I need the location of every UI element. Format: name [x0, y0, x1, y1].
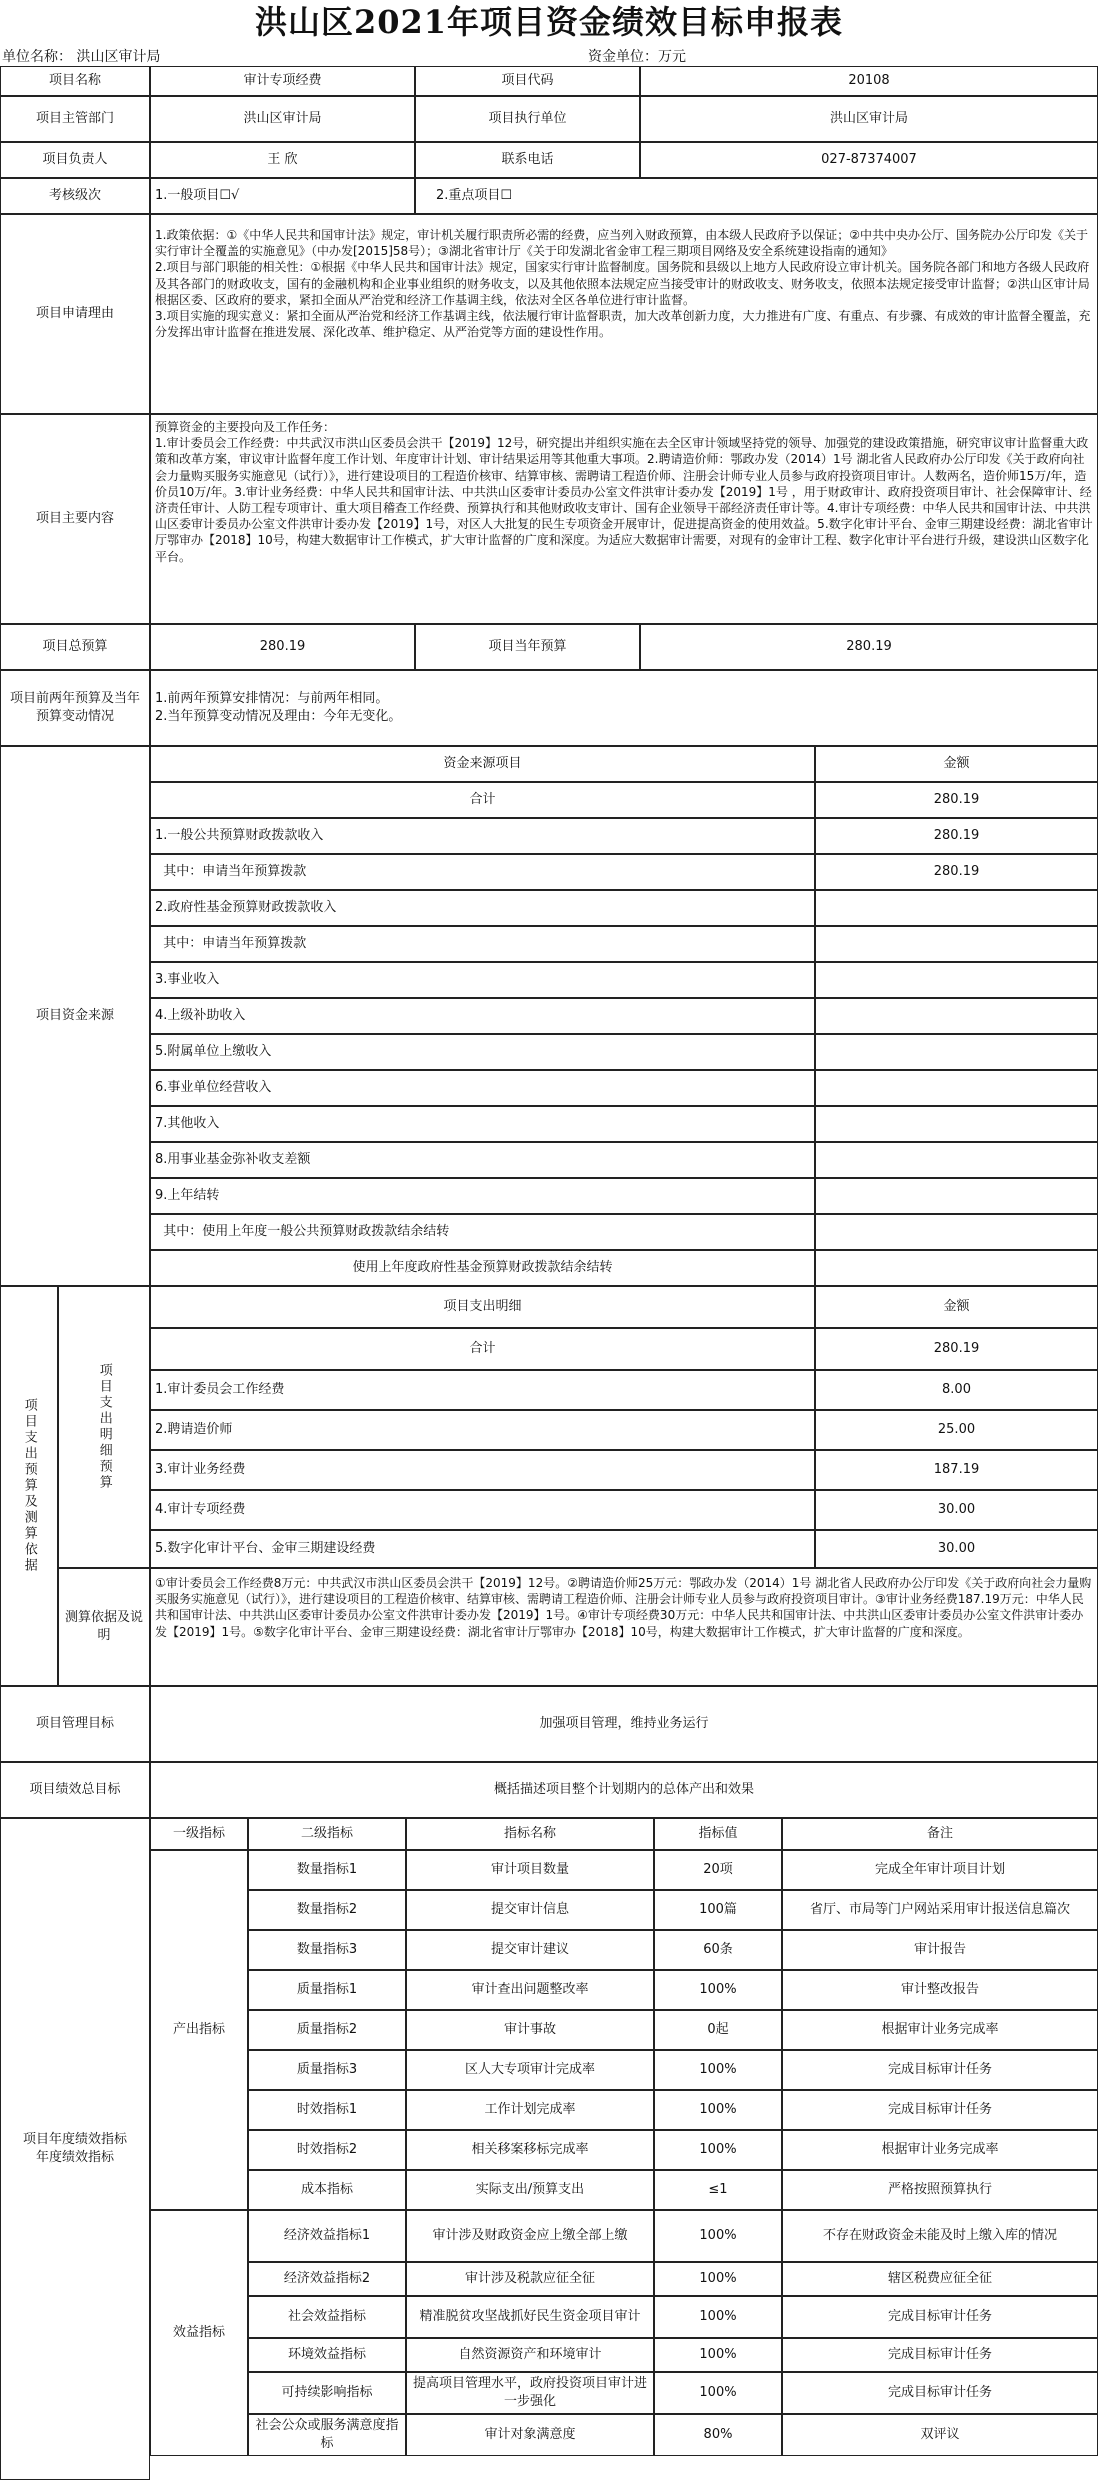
- funding-row-name: 合计: [150, 782, 815, 818]
- funding-row-amount: [815, 890, 1098, 926]
- year-budget: 280.19: [640, 624, 1098, 670]
- indicator-name: 提高项目管理水平，政府投资项目审计进一步强化: [406, 2372, 654, 2414]
- indicator-level2: 数量指标2: [248, 1890, 406, 1930]
- indicator-level2: 数量指标3: [248, 1930, 406, 1970]
- funding-row-name: 9.上年结转: [150, 1178, 815, 1214]
- indicator-value: 100篇: [654, 1890, 782, 1930]
- funding-row-amount: [815, 1070, 1098, 1106]
- indicator-note: 完成全年审计项目计划: [782, 1850, 1098, 1890]
- mgmt-label: 项目管理目标: [0, 1686, 150, 1762]
- funding-col-source: 资金来源项目: [150, 746, 815, 782]
- indicator-name: 审计查出问题整改率: [406, 1970, 654, 2010]
- basis-text: ①审计委员会工作经费8万元：中共武汉市洪山区委员会洪干【2019】12号。②聘请造价师25万元：鄂政办发（2014）1号 湖北省人民政府办公厅印发《关于政府向社会力量购买服务实施意见（试行）》，进行建设项目的工程造价核审、结算审核、需聘请工程造价师、注册会计师专业人员参与政府投资项目审计。③审计业务经费187.19万元：中华人民共和国审计法、中共洪山区委审计委员办公室文件洪审计委办发【2019】1号。④审计专项经费30万元：中华人民共和国审计法、中共洪山区委审计委员办公室文件洪审计委办发【2019】1号。⑤数字化审计平台、金审三期建设经费：湖北省审计厅鄂审办【2018】10号，构建大数据审计工作模式，扩大审计监督的广度和深度。: [150, 1568, 1098, 1686]
- indicator-name: 审计项目数量: [406, 1850, 654, 1890]
- indicator-header: 备注: [782, 1818, 1098, 1850]
- indicator-value: 100%: [654, 2090, 782, 2130]
- indicator-note: 审计报告: [782, 1930, 1098, 1970]
- expense-row-name: 4.审计专项经费: [150, 1490, 815, 1530]
- mgmt-text: 加强项目管理，维持业务运行: [150, 1686, 1098, 1762]
- funding-row-amount: [815, 1214, 1098, 1250]
- indicator-note: 根据审计业务完成率: [782, 2130, 1098, 2170]
- funding-col-amount: 金额: [815, 746, 1098, 782]
- indicator-group-benefit: 效益指标: [150, 2210, 248, 2456]
- expense-row-amount: 8.00: [815, 1370, 1098, 1410]
- indicator-note: 完成目标审计任务: [782, 2296, 1098, 2338]
- indicator-name: 审计涉及税款应征全征: [406, 2262, 654, 2296]
- indicator-level2: 经济效益指标1: [248, 2210, 406, 2262]
- funding-row-amount: [815, 1106, 1098, 1142]
- indicator-note: 根据审计业务完成率: [782, 2010, 1098, 2050]
- phone-value: 027-87374007: [640, 142, 1098, 178]
- indicator-group-output: 产出指标: [150, 1850, 248, 2210]
- perf-text: 概括描述项目整个计划期内的总体产出和效果: [150, 1762, 1098, 1818]
- funding-row-amount: [815, 1178, 1098, 1214]
- funding-row-name: 其中：申请当年预算拨款: [150, 854, 815, 890]
- expense-row-amount: 30.00: [815, 1530, 1098, 1568]
- funding-row-name: 4.上级补助收入: [150, 998, 815, 1034]
- total-budget-label: 项目总预算: [0, 624, 150, 670]
- expense-row-amount: 30.00: [815, 1490, 1098, 1530]
- funding-label: 项目资金来源: [0, 746, 150, 1286]
- funding-row-amount: [815, 1142, 1098, 1178]
- change-text: 1.前两年预算安排情况：与前两年相同。 2.当年预算变动情况及理由：今年无变化。: [150, 670, 1098, 746]
- expense-row-name: 5.数字化审计平台、金审三期建设经费: [150, 1530, 815, 1568]
- funding-row-name: 1.一般公共预算财政拨款收入: [150, 818, 815, 854]
- funding-row-amount: 280.19: [815, 818, 1098, 854]
- indicator-level2: 经济效益指标2: [248, 2262, 406, 2296]
- indicator-name: 审计涉及财政资金应上缴全部上缴: [406, 2210, 654, 2262]
- perf-label: 项目绩效总目标: [0, 1762, 150, 1818]
- indicator-value: ≤1: [654, 2170, 782, 2210]
- indicator-name: 精准脱贫攻坚战抓好民生资金项目审计: [406, 2296, 654, 2338]
- indicator-value: 100%: [654, 2338, 782, 2372]
- funding-row-name: 7.其他收入: [150, 1106, 815, 1142]
- funding-row-amount: 280.19: [815, 854, 1098, 890]
- expense-row-name: 2.聘请造价师: [150, 1410, 815, 1450]
- total-budget: 280.19: [150, 624, 415, 670]
- unit-row: [0, 44, 1098, 66]
- indicator-name: 工作计划完成率: [406, 2090, 654, 2130]
- funding-row-name: 2.政府性基金预算财政拨款收入: [150, 890, 815, 926]
- indicator-value: 80%: [654, 2414, 782, 2456]
- project-code-label: 项目代码: [415, 66, 640, 96]
- indicator-note: 不存在财政资金未能及时上缴入库的情况: [782, 2210, 1098, 2262]
- indicator-name: 区人大专项审计完成率: [406, 2050, 654, 2090]
- indicator-level2: 可持续影响指标: [248, 2372, 406, 2414]
- content-text: 预算资金的主要投向及工作任务： 1.审计委员会工作经费：中共武汉市洪山区委员会洪干【2019】12号，研究提出并组织实施在去全区审计领域坚持党的领导、加强党的建设政策措施，研究审议审计监督重大政策和改革方案，审议审计监督年度工作计划、年度审计计划、审计结果运用等其他重大事项。2.聘请造价师：鄂政办发（2014）1号 湖北省人民政府办公厅印发《关于政府向社会力量购买服务实施意见（试行）》，进行建设项目的工程造价核审、结算审核、需聘请工程造价师、注册会计师专业人员参与政府投资项目审计。人数两名，造价师15万/年，造价员10万/年。3.审计业务经费：中华人民共和国审计法、中共洪山区委审计委员办公室文件洪审计委办发【2019】1号 ，用于财政审计、政府投资项目审计、社会保障审计、经济责任审计、人防工程专项审计、重大项目稽查工作经费、预算执行和其他财政收支审计、国有企业领导干部经济责任审计等。4.审计专项经费：中华人民共和国审计法、中共洪山区委审计委员办公室文件洪审计委办发【2019】1号，对区人大批复的民生专项资金开展审计，促进提高资金的使用效益。5.数字化审计平台、金审三期建设经费：湖北省审计厅鄂审办【2018】10号，构建大数据审计工作模式，扩大审计监督的广度和深度。为适应大数据审计需要，对现有的金审计工程、数字化审计平台进行升级，建设洪山区数字化平台。: [150, 414, 1098, 624]
- indicator-note: 辖区税费应征全征: [782, 2262, 1098, 2296]
- expense-outer-label: 项目支出预算及测算依据: [0, 1286, 58, 1686]
- indicator-level2: 成本指标: [248, 2170, 406, 2210]
- funding-row-name: 8.用事业基金弥补收支差额: [150, 1142, 815, 1178]
- funding-row-amount: [815, 926, 1098, 962]
- indicator-name: 审计事故: [406, 2010, 654, 2050]
- leader-label: 项目负责人: [0, 142, 150, 178]
- indicator-value: 20项: [654, 1850, 782, 1890]
- indicator-value: 100%: [654, 2296, 782, 2338]
- indicator-header: 指标名称: [406, 1818, 654, 1850]
- indicator-note: 完成目标审计任务: [782, 2372, 1098, 2414]
- indicator-level2: 社会效益指标: [248, 2296, 406, 2338]
- indicator-value: 0起: [654, 2010, 782, 2050]
- funding-row-amount: [815, 1250, 1098, 1286]
- basis-label: 测算依据及说明: [58, 1568, 150, 1686]
- indicator-value: 100%: [654, 2262, 782, 2296]
- expense-row-amount: 25.00: [815, 1410, 1098, 1450]
- content-label: 项目主要内容: [0, 414, 150, 624]
- indicator-note: 严格按照预算执行: [782, 2170, 1098, 2210]
- funding-row-name: 6.事业单位经营收入: [150, 1070, 815, 1106]
- indicator-name: 相关移案移标完成率: [406, 2130, 654, 2170]
- funding-row-amount: [815, 962, 1098, 998]
- expense-row-amount: 187.19: [815, 1450, 1098, 1490]
- indicator-value: 100%: [654, 1970, 782, 2010]
- indicator-header: 指标值: [654, 1818, 782, 1850]
- project-name: 审计专项经费: [150, 66, 415, 96]
- indicator-note: 完成目标审计任务: [782, 2338, 1098, 2372]
- level-general-checkbox[interactable]: 1.一般项目☐√: [150, 178, 415, 214]
- indicator-note: 完成目标审计任务: [782, 2090, 1098, 2130]
- indicator-level2: 质量指标1: [248, 1970, 406, 2010]
- indicator-level2: 质量指标3: [248, 2050, 406, 2090]
- indicator-level2: 时效指标2: [248, 2130, 406, 2170]
- funding-row-name: 其中：申请当年预算拨款: [150, 926, 815, 962]
- indicator-level2: 数量指标1: [248, 1850, 406, 1890]
- expense-row-name: 合计: [150, 1328, 815, 1370]
- change-label: 项目前两年预算及当年预算变动情况: [0, 670, 150, 746]
- indicator-value: 60条: [654, 1930, 782, 1970]
- indicator-note: 审计整改报告: [782, 1970, 1098, 2010]
- indicator-note: 双评议: [782, 2414, 1098, 2456]
- year-budget-label: 项目当年预算: [415, 624, 640, 670]
- indicator-header: 二级指标: [248, 1818, 406, 1850]
- indicator-name: 提交审计信息: [406, 1890, 654, 1930]
- leader-value: 王 欣: [150, 142, 415, 178]
- funding-row-amount: [815, 1034, 1098, 1070]
- indicator-level2: 环境效益指标: [248, 2338, 406, 2372]
- unit-name: 单位名称： 洪山区审计局: [2, 49, 161, 65]
- page-title: 洪山区2021年项目资金绩效目标申报表: [254, 3, 844, 41]
- funding-row-amount: [815, 998, 1098, 1034]
- funding-row-name: 5.附属单位上缴收入: [150, 1034, 815, 1070]
- reason-text: 1.政策依据：①《中华人民共和国审计法》规定，审计机关履行职责所必需的经费，应当列入财政预算，由本级人民政府予以保证；②中共中央办公厅、国务院办公厅印发《关于实行审计全覆盖的实施意见》（中办发[2015]58号）；③湖北省审计厅《关于印发湖北省金审工程三期项目网络及安全系统建设指南的通知》 2.项目与部门职能的相关性：①根据《中华人民共和国审计法》规定，国家实行审计监督制度。国务院和县级以上地方人民政府设立审计机关。国务院各部门和地方各级人民政府及其各部门的财政收支，国有的金融机构和企业事业组织的财务收支，以及其他依照本法规定应当接受审计的财政收支、财务收支，依照本法规定接受审计监督；②洪山区审计局根据区委、区政府的要求，紧扣全面从严治党和经济工作基调主线，依法对全区各单位进行审计监督。 3.项目实施的现实意义：紧扣全面从严治党和经济工作基调主线，依法履行审计监督职责，加大改革创新力度，大力推进有广度、有重点、有步骤、有成效的审计监督全覆盖，充分发挥出审计监督在推进发展、深化改革、维护稳定、从严治党等方面的建设性作用。: [150, 214, 1098, 414]
- expense-row-name: 3.审计业务经费: [150, 1450, 815, 1490]
- expense-row-amount: 280.19: [815, 1328, 1098, 1370]
- money-unit: 资金单位：万元: [588, 49, 686, 65]
- funding-row-name: 使用上年度政府性基金预算财政拨款结余结转: [150, 1250, 815, 1286]
- funding-row-name: 其中：使用上年度一般公共预算财政拨款结余结转: [150, 1214, 815, 1250]
- project-name-label: 项目名称: [0, 66, 150, 96]
- indicator-name: 自然资源资产和环境审计: [406, 2338, 654, 2372]
- phone-label: 联系电话: [415, 142, 640, 178]
- indicator-value: 100%: [654, 2130, 782, 2170]
- project-code: 20108: [640, 66, 1098, 96]
- expense-col-detail: 项目支出明细: [150, 1286, 815, 1328]
- indicator-name: 提交审计建议: [406, 1930, 654, 1970]
- level-key-checkbox[interactable]: 2.重点项目☐: [415, 178, 1098, 214]
- dept-label: 项目主管部门: [0, 96, 150, 142]
- exec-label: 项目执行单位: [415, 96, 640, 142]
- indicator-value: 100%: [654, 2050, 782, 2090]
- indicator-name: 实际支出/预算支出: [406, 2170, 654, 2210]
- reason-label: 项目申请理由: [0, 214, 150, 414]
- indicator-level2: 质量指标2: [248, 2010, 406, 2050]
- level-label: 考核级次: [0, 178, 150, 214]
- indicator-value: 100%: [654, 2210, 782, 2262]
- indicator-level2: 时效指标1: [248, 2090, 406, 2130]
- expense-row-name: 1.审计委员会工作经费: [150, 1370, 815, 1410]
- exec-value: 洪山区审计局: [640, 96, 1098, 142]
- dept-value: 洪山区审计局: [150, 96, 415, 142]
- indicator-note: 完成目标审计任务: [782, 2050, 1098, 2090]
- indicator-level2: 社会公众或服务满意度指标: [248, 2414, 406, 2456]
- expense-col-amount: 金额: [815, 1286, 1098, 1328]
- indicators-label: 项目年度绩效指标 年度绩效指标: [0, 1818, 150, 2480]
- expense-detail-label: 项目支出明细预算: [58, 1286, 150, 1568]
- funding-row-name: 3.事业收入: [150, 962, 815, 998]
- indicator-name: 审计对象满意度: [406, 2414, 654, 2456]
- indicator-value: 100%: [654, 2372, 782, 2414]
- indicator-header: 一级指标: [150, 1818, 248, 1850]
- funding-row-amount: 280.19: [815, 782, 1098, 818]
- indicator-note: 省厅、市局等门户网站采用审计报送信息篇次: [782, 1890, 1098, 1930]
